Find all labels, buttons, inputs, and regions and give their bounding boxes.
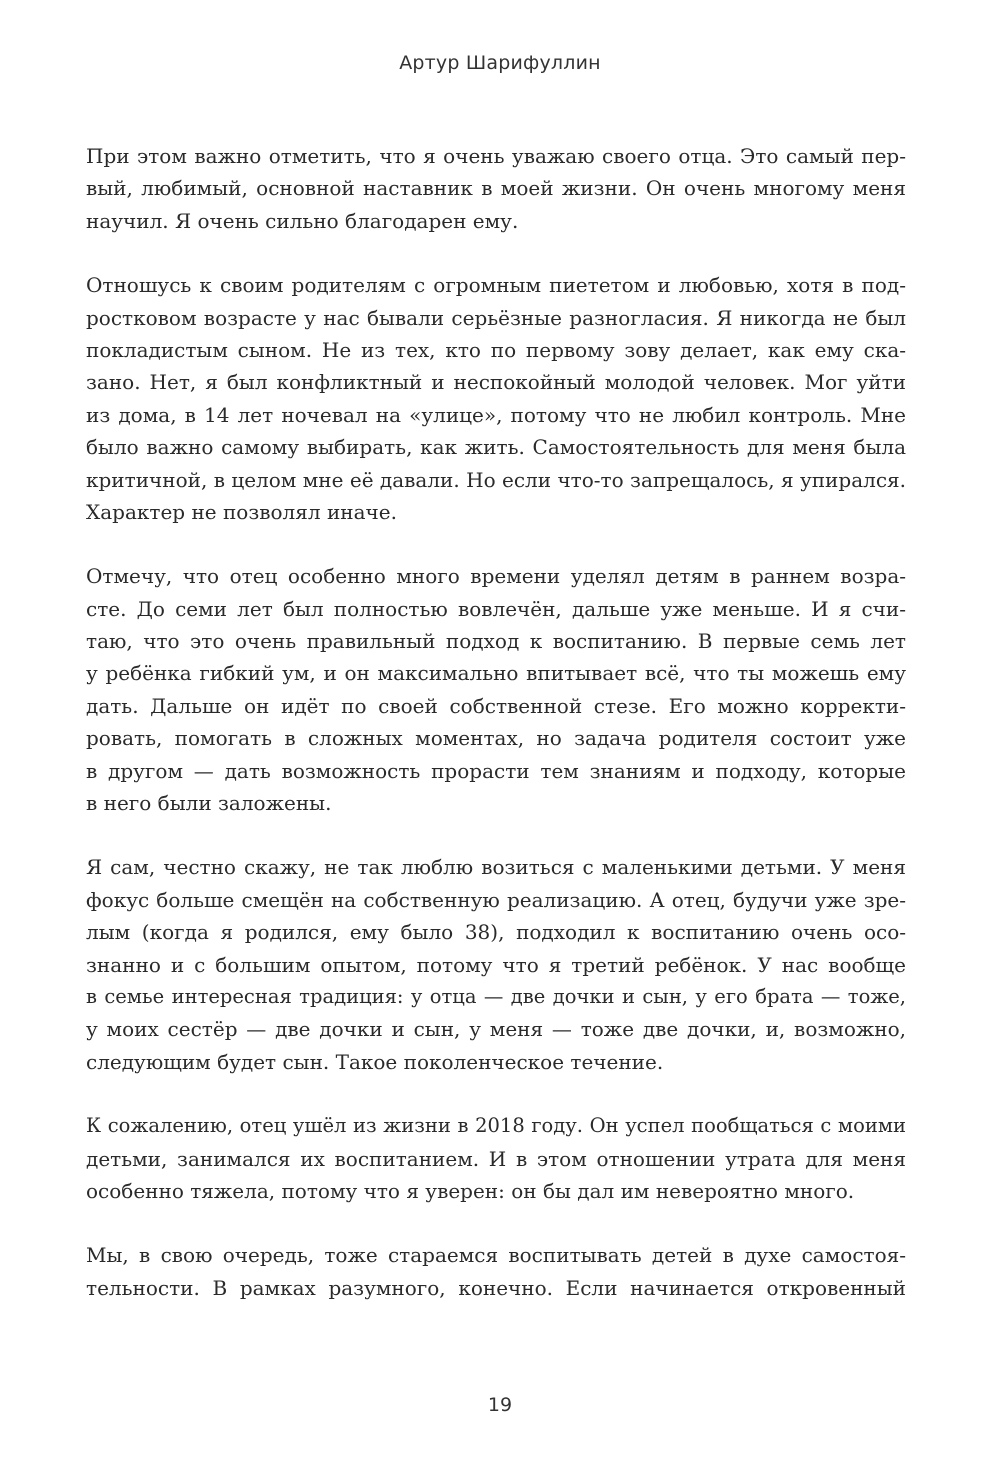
text-line: Я сам, честно скажу, не так люблю возиться с маленькими детьми. У меня — [86, 855, 906, 880]
text-line: Мы, в свою очередь, тоже стараемся воспитывать детей в духе самостоя- — [86, 1243, 906, 1268]
text-line: особенно тяжела, потому что я уверен: он бы дал им невероятно много. — [86, 1178, 855, 1203]
paragraph-6 — [86, 1239, 906, 1304]
text-line: Характер не позволял иначе. — [86, 499, 397, 524]
page-number: 19 — [487, 1394, 513, 1416]
paragraph-4 — [86, 851, 906, 1078]
text-line: ровать, помогать в сложных моментах, но задача родителя состоит уже — [86, 726, 906, 751]
text-line: у моих сестёр — две дочки и сын, у меня — тоже две дочки, и, возможно, — [86, 1017, 906, 1042]
text-line: тельности. В рамках разумного, конечно. Если начинается откровенный — [86, 1275, 906, 1300]
text-line: было важно самому выбирать, как жить. Самостоятельность для меня была — [86, 435, 906, 460]
text-line: знанно и с большим опытом, потому что я третий ребёнок. У нас вообще — [86, 952, 906, 977]
text-line: из дома, в 14 лет ночевал на «улице», потому что не любил контроль. Мне — [86, 402, 906, 427]
text-line: у ребёнка гибкий ум, и он максимально впитывает всё, что ты можешь ему — [86, 661, 906, 686]
text-line: сте. До семи лет был полностью вовлечён, дальше уже меньше. И я счи- — [86, 596, 906, 621]
text-line: лым (когда я родился, ему было 38), подходил к воспитанию очень осо- — [86, 920, 906, 945]
text-line: При этом важно отметить, что я очень уважаю своего отца. Это самый пер- — [86, 144, 906, 168]
text-line: в него были заложены. — [86, 791, 332, 816]
text-line: научил. Я очень сильно благодарен ему. — [86, 208, 519, 233]
text-line: дать. Дальше он идёт по своей собственной стезе. Его можно корректи- — [86, 693, 906, 718]
text-line: фокус больше смещён на собственную реализацию. А отец, будучи уже зре- — [86, 887, 906, 912]
text-line: ростковом возрасте у нас бывали серьёзные разногласия. Я никогда не был — [86, 305, 906, 330]
text-line: таю, что это очень правильный подход к воспитанию. В первые семь лет — [86, 629, 906, 654]
text-line: Отношусь к своим родителям с огромным пиететом и любовью, хотя в под- — [86, 273, 906, 298]
text-line: следующим будет сын. Такое поколенческое течение. — [86, 1049, 664, 1074]
paragraph-2 — [86, 269, 906, 528]
text-line: детьми, занимался их воспитанием. И в этом отношении утрата для меня — [86, 1146, 906, 1171]
text-line: К сожалению, отец ушёл из жизни в 2018 году. Он успел пообщаться с моими — [86, 1114, 906, 1138]
body-text — [86, 140, 906, 1336]
running-head-author: Артур Шарифуллин — [399, 52, 601, 74]
text-line: в другом — дать возможность прорасти тем знаниям и подходу, которые — [86, 758, 906, 783]
paragraph-1 — [86, 140, 906, 237]
text-line: Отмечу, что отец особенно много времени уделял детям в раннем возра- — [86, 564, 906, 589]
paragraph-5 — [86, 1110, 906, 1207]
paragraph-3 — [86, 560, 906, 819]
text-line: в семье интересная традиция: у отца — две дочки и сын, у его брата — тоже, — [86, 984, 906, 1008]
text-line: покладистым сыном. Не из тех, кто по первому зову делает, как ему ска- — [86, 337, 906, 362]
text-line: критичной, в целом мне её давали. Но если что-то запрещалось, я упирался. — [86, 467, 906, 492]
text-line: зано. Нет, я был конфликтный и неспокойный молодой человек. Мог уйти — [86, 370, 906, 395]
text-line: вый, любимый, основной наставник в моей жизни. Он очень многому меня — [86, 176, 906, 201]
